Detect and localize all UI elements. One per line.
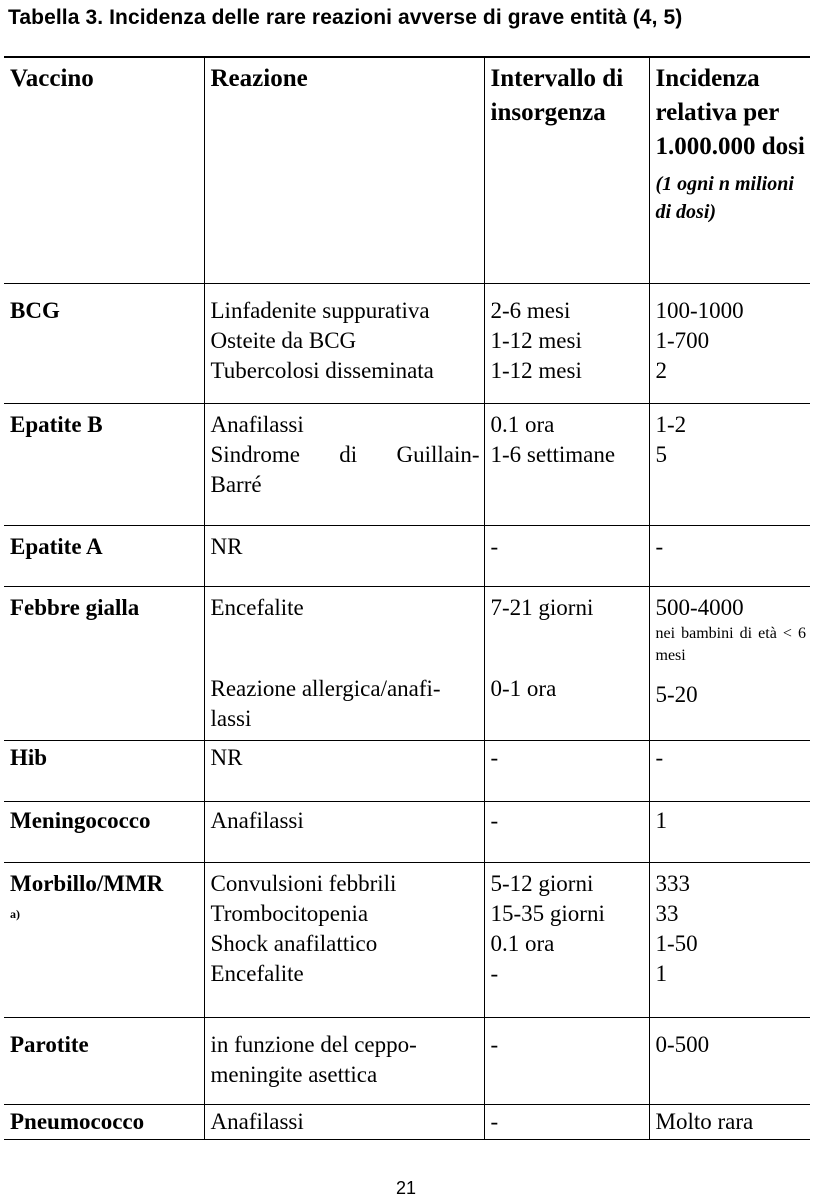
vaccine-cell: BCG	[10, 297, 60, 323]
table-row	[4, 525, 810, 586]
header-onset: Intervallo di insorgenza	[484, 57, 649, 283]
incidence-text: 1	[655, 960, 667, 986]
header-incidence	[649, 57, 810, 283]
incidence-cell: 0-500	[649, 1017, 810, 1104]
incidence-note: nei bambini di età < 6 mesi	[655, 624, 806, 664]
onset-cell: -	[484, 525, 649, 586]
incidence-text: 33	[655, 900, 679, 926]
incidence-text: 1-2	[655, 411, 687, 437]
reaction-cell	[204, 674, 484, 740]
vaccine-cell	[4, 862, 204, 1017]
page-number: 21	[396, 1178, 417, 1198]
incidence-cell	[649, 403, 810, 525]
reaction-cell: Encefalite	[204, 586, 484, 674]
incidence-cell	[649, 283, 810, 403]
incidence-cell: -	[649, 740, 810, 801]
onset-cell: -	[484, 801, 649, 862]
reaction-text: Linfadenite suppurativa	[210, 297, 430, 323]
incidence-cell	[649, 862, 810, 1017]
table-caption: Tabella 3. Incidenza delle rare reazioni avverse di grave entità (4, 5)	[8, 6, 683, 29]
reaction-text: Convulsioni febbrili	[210, 870, 397, 896]
incidence-cell: Molto rara	[649, 1104, 810, 1139]
header-reaction: Reazione	[204, 57, 484, 283]
onset-cell: -	[484, 1104, 649, 1139]
onset-cell	[484, 403, 649, 525]
reaction-text: Tubercolosi disseminata	[210, 357, 434, 383]
incidence-text: 333	[655, 870, 690, 896]
table-row	[4, 740, 810, 801]
table-row	[4, 1104, 810, 1139]
table-row	[4, 586, 810, 674]
incidence-text: 2	[655, 357, 667, 383]
reaction-cell	[204, 403, 484, 525]
onset-cell	[484, 862, 649, 1017]
adverse-reactions-table	[4, 56, 810, 1140]
reaction-cell: Anafilassi	[204, 1104, 484, 1139]
incidence-text: 100-1000	[655, 297, 744, 323]
header-vaccine: Vaccino	[10, 65, 94, 92]
vaccine-cell: Epatite A	[10, 533, 103, 559]
incidence-cell	[649, 586, 810, 674]
vaccine-name: Morbillo/MMR	[10, 870, 164, 896]
header-incidence-note: (1 ogni n milioni di dosi)	[655, 173, 794, 223]
onset-text: -	[490, 960, 499, 986]
incidence-cell: 1	[649, 801, 810, 862]
onset-cell	[484, 283, 649, 403]
reaction-cell	[204, 862, 484, 1017]
reaction-text: Shock anafilattico	[210, 930, 378, 956]
reaction-text: meningite asettica	[210, 1061, 378, 1087]
table-row	[4, 674, 810, 740]
reaction-text: Encefalite	[210, 960, 304, 986]
onset-text: 5-12 giorni	[490, 870, 594, 896]
incidence-cell: 5-20	[649, 674, 810, 740]
reaction-text: Trombocitopenia	[210, 900, 369, 926]
vaccine-cell: Hib	[10, 744, 48, 770]
reaction-text: Osteite da BCG	[210, 327, 357, 353]
onset-text: 15-35 giorni	[490, 900, 605, 926]
onset-text: 1-6 settimane	[490, 441, 616, 467]
table-row	[4, 801, 810, 862]
header-incidence-label: Incidenza relativa per 1.000.000 dosi	[655, 65, 805, 160]
table-row	[4, 403, 810, 525]
reaction-cell: NR	[204, 740, 484, 801]
incidence-text: 500-4000	[655, 594, 744, 620]
reaction-text: Reazione allergica/anafi-	[210, 676, 441, 701]
onset-text: 1-12 mesi	[490, 327, 582, 353]
reaction-cell	[204, 1017, 484, 1104]
onset-text: 1-12 mesi	[490, 357, 582, 383]
reaction-text: in funzione del ceppo-	[210, 1031, 417, 1057]
table-header-row	[4, 57, 810, 283]
incidence-text: 5	[655, 441, 667, 467]
onset-cell: -	[484, 740, 649, 801]
reaction-cell: Anafilassi	[204, 801, 484, 862]
table-row	[4, 1017, 810, 1104]
reaction-cell: NR	[204, 525, 484, 586]
reaction-cell	[204, 283, 484, 403]
vaccine-cell: Febbre gialla	[10, 594, 140, 620]
onset-text: 2-6 mesi	[490, 297, 571, 323]
vaccine-cell: Pneumococco	[10, 1108, 145, 1134]
incidence-text: 1-700	[655, 327, 710, 353]
onset-text: 0.1 ora	[490, 411, 555, 437]
reaction-text: Anafilassi	[210, 411, 304, 437]
vaccine-cell: Epatite B	[10, 411, 103, 437]
vaccine-cell: Parotite	[10, 1031, 89, 1057]
vaccine-cell: Meningococco	[10, 807, 151, 833]
reaction-text: Barré	[210, 471, 262, 497]
table-row	[4, 862, 810, 1017]
incidence-cell: -	[649, 525, 810, 586]
onset-cell: 0-1 ora	[484, 674, 649, 740]
reaction-text: lassi	[210, 706, 252, 731]
incidence-text: 1-50	[655, 930, 698, 956]
onset-text: 0.1 ora	[490, 930, 555, 956]
onset-cell: 7-21 giorni	[484, 586, 649, 674]
reaction-text: Sindrome di Guillain-	[210, 441, 480, 467]
vaccine-cell	[4, 674, 204, 740]
table-row	[4, 283, 810, 403]
footnote-marker: a)	[10, 906, 20, 921]
onset-cell: -	[484, 1017, 649, 1104]
